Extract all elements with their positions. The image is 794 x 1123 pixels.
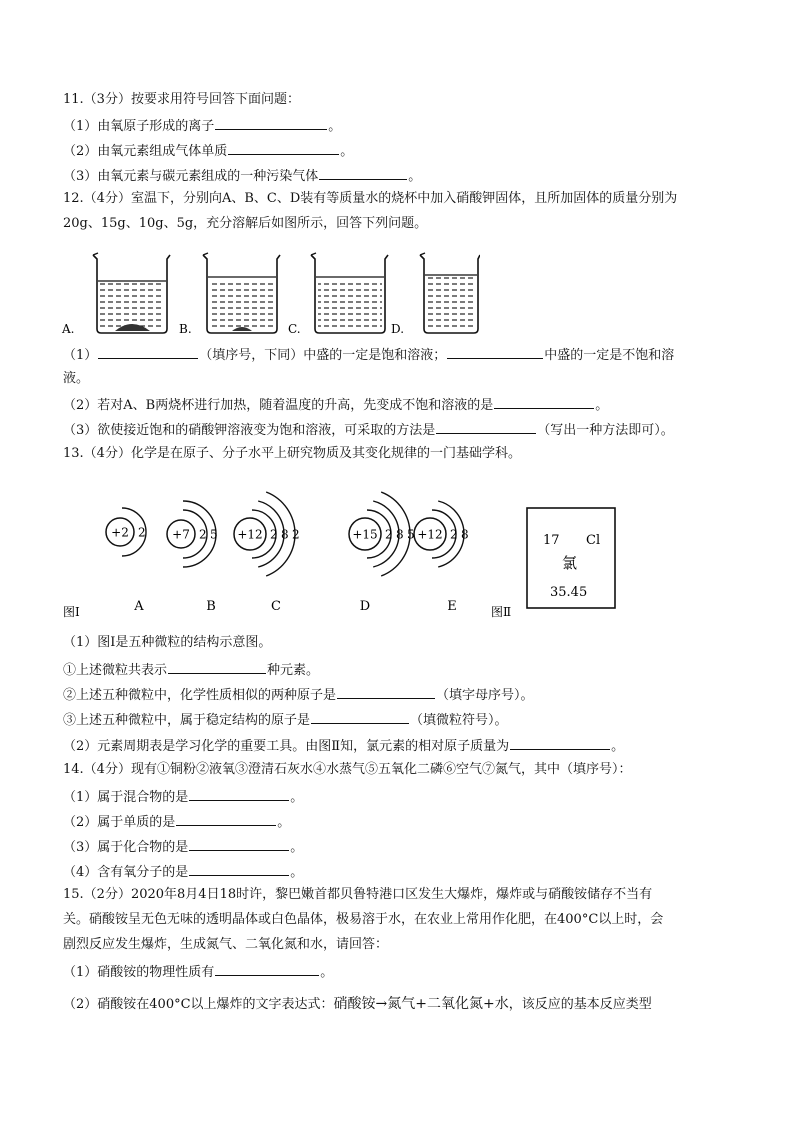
electron-count: 2 <box>199 527 207 542</box>
q15-equation: 硝酸铵→氮气+二氧化氮+水 <box>333 996 509 1012</box>
nucleus-charge: +12 <box>417 527 443 542</box>
particle-label: D <box>359 599 371 614</box>
element-symbol: Cl <box>586 533 601 548</box>
q13-stem: 13.（4分）化学是在原子、分子水平上研究物质及其变化规律的一门基础学科。 <box>63 446 521 461</box>
particle-label: A <box>134 599 144 614</box>
electron-count: 5 <box>407 527 415 542</box>
q14-part1: （1）属于混合物的是 。 <box>63 787 303 807</box>
q11-part2: （2）由氧元素组成气体单质 。 <box>63 141 353 161</box>
q15-stem-line1: 15.（2分）2020年8月4日18时许，黎巴嫩首都贝鲁特港口区发生大爆炸，爆炸或与硝酸铵储存不当有 <box>63 887 653 902</box>
nucleus-charge: +7 <box>172 527 190 542</box>
q13-answer-blank-3[interactable] <box>311 710 409 724</box>
fig1-label: 图Ⅰ <box>63 605 80 619</box>
element-card-cl <box>527 508 615 608</box>
beaker-a <box>93 253 170 333</box>
q12-part2: （2）若对A、B两烧杯进行加热，随着温度的升高，先变成不饱和溶液的是 。 <box>63 395 608 415</box>
q13-answer-blank-2[interactable] <box>337 685 435 699</box>
q13-part2: （2）元素周期表是学习化学的重要工具。由图Ⅱ知，氯元素的相对原子质量为 。 <box>63 736 624 756</box>
reaction-arrow-icon: → <box>375 996 388 1012</box>
particle-label: C <box>271 599 281 614</box>
q13-sub3: ③上述五种微粒中，属于稳定结构的原子是 （填微粒符号）。 <box>63 710 508 730</box>
q14-answer-blank-4[interactable] <box>189 862 289 876</box>
q14-stem: 14.（4分）现有①铜粉②液氧③澄清石灰水④水蒸气⑤五氧化二磷⑥空气⑦氮气，其中（填序号）： <box>63 762 632 777</box>
electron-count: 2 <box>138 525 146 540</box>
element-atomic-number: 17 <box>543 533 560 548</box>
q15-part1: （1）硝酸铵的物理性质有 。 <box>63 962 333 982</box>
electron-count: 8 <box>396 527 404 542</box>
nucleus-charge: +15 <box>352 527 378 542</box>
electron-count: 5 <box>210 527 218 542</box>
q14-part4: （4）含有氧分子的是 。 <box>63 862 303 882</box>
beaker-label-a: A. <box>62 322 75 336</box>
q14-answer-blank-2[interactable] <box>176 812 276 826</box>
element-name: 氯 <box>562 554 578 572</box>
q15-stem-line2: 关。硝酸铵呈无色无味的透明晶体或白色晶体，极易溶于水，在农业上常用作化肥，在400°C以上时，会 <box>63 912 664 927</box>
q11-part3: （3）由氧元素与碳元素组成的一种污染气体 。 <box>63 166 421 186</box>
q14-answer-blank-1[interactable] <box>189 787 289 801</box>
electron-count: 2 <box>292 527 300 542</box>
particle-e <box>414 501 469 614</box>
q12-answer-blank-1[interactable] <box>98 345 198 359</box>
q13-answer-blank-4[interactable] <box>510 736 610 750</box>
q11-answer-blank-2[interactable] <box>228 141 339 155</box>
particle-d <box>349 492 415 614</box>
q15-answer-blank-1[interactable] <box>215 962 319 976</box>
q12-part1-cont: 液。 <box>63 371 90 386</box>
q14-part3: （3）属于化合物的是 。 <box>63 837 303 857</box>
q11-answer-blank-3[interactable] <box>319 166 407 180</box>
particle-label: E <box>447 599 457 614</box>
electron-count: 2 <box>270 527 278 542</box>
particle-c <box>234 492 300 614</box>
element-mass: 35.45 <box>550 585 588 600</box>
q13-sub1: ①上述微粒共表示 种元素。 <box>63 660 319 680</box>
q14-answer-blank-3[interactable] <box>189 837 289 851</box>
electron-count: 2 <box>385 527 393 542</box>
q12-part1: （1） （填序号，下同）中盛的一定是饱和溶液； 中盛的一定是不饱和溶 <box>63 345 674 365</box>
q12-part3: （3）欲使接近饱和的硝酸钾溶液变为饱和溶液，可采取的方法是 （写出一种方法即可）。 <box>63 420 674 440</box>
q12-stem-line1: 12.（4分）室温下，分别向A、B、C、D装有等质量水的烧杯中加入硝酸钾固体，且所加固体的质量分别为 <box>63 191 678 206</box>
particle-label: B <box>206 599 216 614</box>
q15-stem-line3: 剧烈反应发生爆炸，生成氮气、二氧化氮和水，请回答： <box>63 937 389 952</box>
q15-part2: （2）硝酸铵在400°C以上爆炸的文字表达式：硝酸铵→氮气+二氧化氮+水，该反应的基本反应类型 <box>63 996 652 1012</box>
particle-b <box>167 501 218 614</box>
beaker-label-d: D. <box>391 322 405 336</box>
q12-answer-blank-3[interactable] <box>494 395 594 409</box>
q11-answer-blank-1[interactable] <box>215 116 327 130</box>
particle-a <box>106 508 146 614</box>
beaker-c <box>311 253 388 333</box>
q13-part1: （1）图Ⅰ是五种微粒的结构示意图。 <box>63 635 272 650</box>
electron-count: 2 <box>450 527 458 542</box>
beaker-d <box>420 253 480 333</box>
q12-stem-line2: 20g、15g、10g、5g，充分溶解后如图所示，回答下列问题。 <box>63 216 428 231</box>
q11-stem: 11.（3分）按要求用符号回答下面问题： <box>63 92 300 107</box>
q11-part1: （1）由氧原子形成的离子 。 <box>63 116 341 136</box>
q13-answer-blank-1[interactable] <box>168 660 266 674</box>
beakers-figure <box>60 245 480 340</box>
fig2-label: 图Ⅱ <box>491 605 512 619</box>
electron-count: 8 <box>461 527 469 542</box>
atomic-structure-figure <box>60 468 630 623</box>
nucleus-charge: +12 <box>237 527 263 542</box>
q12-answer-blank-2[interactable] <box>447 345 543 359</box>
beaker-b <box>203 253 280 333</box>
electron-count: 8 <box>281 527 289 542</box>
q12-answer-blank-4[interactable] <box>436 420 536 434</box>
q13-sub2: ②上述五种微粒中，化学性质相似的两种原子是 （填字母序号）。 <box>63 685 534 705</box>
nucleus-charge: +2 <box>111 525 129 540</box>
q14-part2: （2）属于单质的是 。 <box>63 812 290 832</box>
beaker-label-b: B. <box>179 322 192 336</box>
beaker-label-c: C. <box>288 322 301 336</box>
